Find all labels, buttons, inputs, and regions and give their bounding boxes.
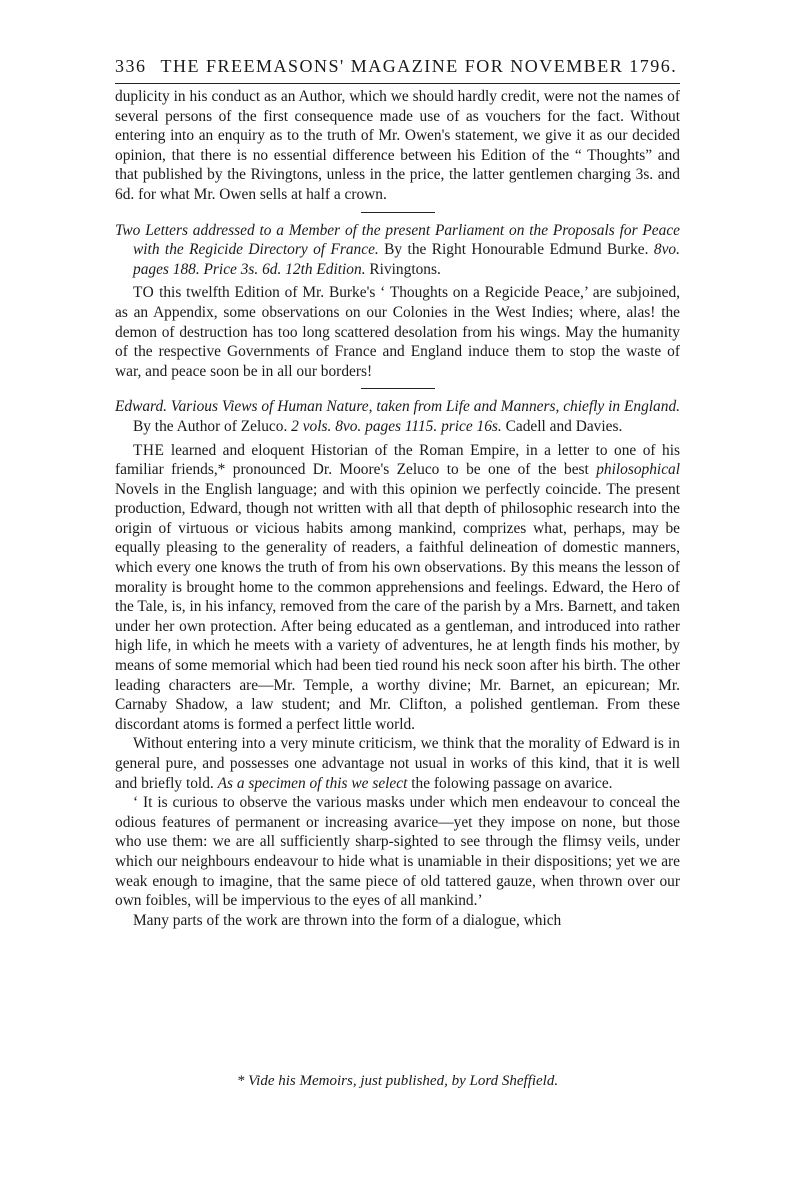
quoted-passage: ‘ It is curious to observe the various masks under which men endeavour to conceal the odious features of permanent or increasing avarice—yet they impose on none, but those who use them: we are all sufficiently sharp-sighted to see through the flimsy veils, under which our neighbours endeavour to hide what is unamiable in their dispositions; yet we are weak enough to imagine, that the same piece of old tattered gauze, when thrown over our own foibles, will be impervious to the eyes of all mankind.’ bbox=[115, 794, 680, 910]
review-text: Without entering into a very minute criticism, we think that the morality of Edward is in general pure, and possesses one advantage not usual in works of this kind, that it is well and briefly told. bbox=[115, 735, 680, 792]
article-body bbox=[115, 87, 680, 930]
running-header bbox=[115, 56, 680, 77]
review-text: this twelfth Edition of Mr. Burke's ‘ Thoughts on a Regicide Peace,’ are subjoined, as an Appendix, some observations on our Colonies in the West Indies; where, alas! the demon of destruction has too long scattered desolation from his wings. May the humanity of the respective Governments of France and England induce them to stop the waste of war, and peace soon be in all our borders! bbox=[115, 284, 680, 380]
page-number: 336 bbox=[115, 56, 147, 76]
review-text: learned and eloquent Historian of the Roman Empire, in a letter to one of his familiar friends,* pronounced Dr. Moore's Zeluco to be one of the best bbox=[115, 441, 680, 479]
footnote: * Vide his Memoirs, just published, by Lord Sheffield. bbox=[236, 1073, 559, 1089]
book-title: Two Letters addressed to a Member of the present Parliament on the Proposals for Peace with the Regicide Directory of France. bbox=[115, 221, 680, 259]
book-details: 8vo. pages 188. Price 3s. 6d. 12th Edition. bbox=[133, 241, 680, 278]
running-title: THE FREEMASONS' MAGAZINE FOR NOVEMBER 1796. bbox=[160, 56, 678, 76]
review-paragraph bbox=[115, 283, 680, 381]
review-title-edward bbox=[115, 397, 680, 436]
review-title-burke bbox=[115, 221, 680, 280]
emphasis: philosophical bbox=[596, 461, 680, 479]
book-publisher: Rivingtons. bbox=[369, 260, 441, 278]
closing-paragraph: Many parts of the work are thrown into the form of a dialogue, which bbox=[133, 911, 562, 929]
book-author: By the Author of Zeluco. bbox=[133, 417, 288, 435]
book-publisher: Cadell and Davies. bbox=[505, 417, 623, 435]
review-text: Novels in the English language; and with this opinion we perfectly coincide. The present production, Edward, though not written with all that depth of philosophic research into the origin of virtuous or vicious habits among mankind, comprizes what, perhaps, may be equally pleasing to the generality of readers, a faithful delineation of domestic manners, which every one knows the truth of from his own observations. By this means the lesson of morality is brought home to the common apprehensions and feelings. Edward, the Hero of the Tale, is, in his infancy, removed from the care of the parish by a Mrs. Barnett, and taken under her own protection. After being educated as a gentleman, and introduced into rather high life, in which he meets with a variety of adventures, he at length finds his mother, by means of some memorial which had been tied round his neck soon after his birth. The other leading characters are—Mr. Temple, a worthy divine; Mr. Barnet, an epicurean; Mr. Carnaby Shadow, a law student; and Mr. Clifton, a polished gentleman. From these discordant atoms is formed a perfect little world. bbox=[115, 480, 680, 733]
section-divider bbox=[361, 388, 435, 389]
review-paragraph bbox=[115, 441, 680, 735]
lead-word: THE bbox=[133, 441, 165, 459]
section-divider bbox=[361, 212, 435, 213]
book-author: By the Right Honourable Edmund Burke. bbox=[384, 241, 649, 259]
header-rule bbox=[115, 83, 680, 84]
continued-paragraph: duplicity in his conduct as an Author, which we should hardly credit, were not the names of several persons of the first consequence made use of as vouchers for the fact. Without entering into an enquiry as to the truth of Mr. Owen's statement, we give it as our decided opinion, that there is no essential difference between his Edition of the “ Thoughts” and that published by the Rivingtons, unless in the price, the latter gentlemen charging 3s. and 6d. for what Mr. Owen sells at half a crown. bbox=[115, 88, 680, 203]
review-text: the folowing passage on avarice. bbox=[411, 774, 613, 792]
book-details: 2 vols. 8vo. pages 1115. price 16s. bbox=[291, 417, 502, 435]
book-title: Edward. Various Views of Human Nature, taken from Life and Manners, chiefly in England. bbox=[115, 398, 680, 416]
emphasis: As a specimen of this we select bbox=[217, 774, 408, 792]
review-paragraph bbox=[115, 734, 680, 793]
lead-word: TO bbox=[133, 284, 155, 302]
